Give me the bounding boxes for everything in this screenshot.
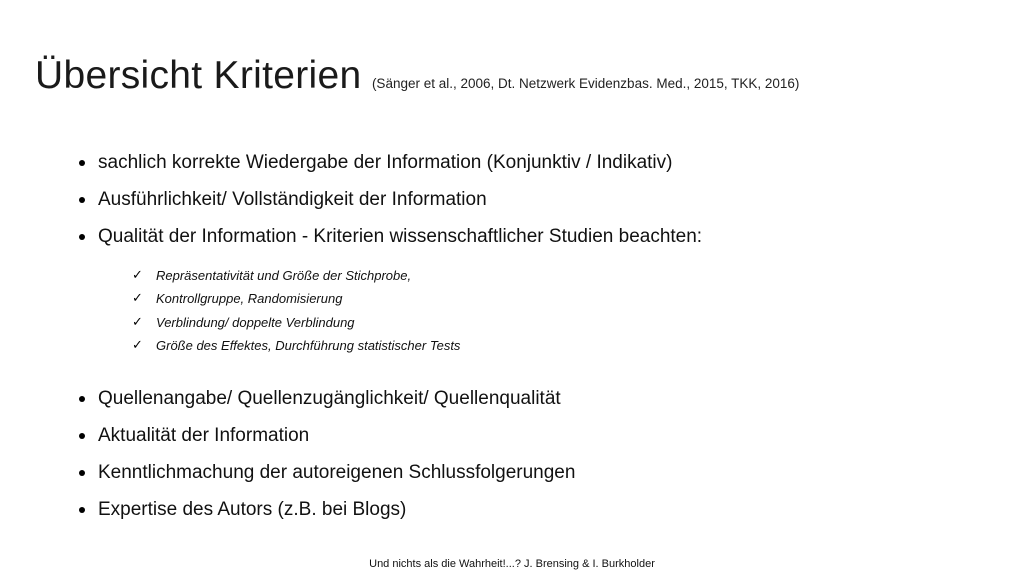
bullet-list-bottom [76, 387, 976, 535]
title-main: Übersicht Kriterien [35, 54, 362, 97]
check-text: Repräsentativität und Größe der Stichprobe, [156, 268, 412, 283]
title-citation: (Sänger et al., 2006, Dt. Netzwerk Evidenzbas. Med., 2015, TKK, 2016) [371, 76, 800, 91]
checkmark-icon: ✓ [132, 337, 143, 353]
checkmark-icon: ✓ [132, 268, 143, 283]
check-text: Größe des Effektes, Durchführung statistischer Tests [156, 337, 461, 353]
bullet-dot-icon [79, 433, 85, 439]
bullet-text: Expertise des Autors (z.B. bei Blogs) [98, 499, 407, 520]
bullet-item [76, 151, 976, 188]
bullet-item [76, 424, 976, 461]
bullet-text: Quellenangabe/ Quellenzugänglichkeit/ Quellenqualität [98, 388, 561, 409]
check-item [132, 267, 460, 290]
bullet-text: Kenntlichmachung der autoreigenen Schlussfolgerungen [98, 462, 576, 483]
check-item [132, 290, 460, 313]
bullet-text: Qualität der Information - Kriterien wissenschaftlicher Studien beachten: [98, 226, 703, 247]
check-text: Kontrollgruppe, Randomisierung [156, 291, 343, 307]
bullet-text: Ausführlichkeit/ Vollständigkeit der Information [98, 189, 487, 210]
slide-title [35, 52, 799, 108]
check-text: Verblindung/ doppelte Verblindung [156, 314, 355, 330]
bullet-text: Aktualität der Information [98, 425, 310, 446]
bullet-dot-icon [79, 470, 85, 476]
bullet-dot-icon [79, 234, 85, 240]
bullet-list-top [76, 151, 976, 262]
check-list [132, 267, 460, 360]
bullet-dot-icon [79, 507, 85, 513]
slide-footer: Und nichts als die Wahrheit!...? J. Brensing & I. Burkholder [369, 558, 655, 570]
bullet-dot-icon [79, 396, 85, 402]
bullet-dot-icon [79, 160, 85, 166]
bullet-item [76, 188, 976, 225]
bullet-dot-icon [79, 197, 85, 203]
bullet-text: sachlich korrekte Wiedergabe der Information (Konjunktiv / Indikativ) [98, 152, 673, 173]
check-item [132, 337, 460, 360]
bullet-item [76, 225, 976, 262]
checkmark-icon: ✓ [132, 291, 143, 307]
check-item [132, 314, 460, 337]
checkmark-icon: ✓ [132, 314, 143, 330]
bullet-item [76, 498, 976, 535]
bullet-item [76, 387, 976, 424]
bullet-item [76, 461, 976, 498]
